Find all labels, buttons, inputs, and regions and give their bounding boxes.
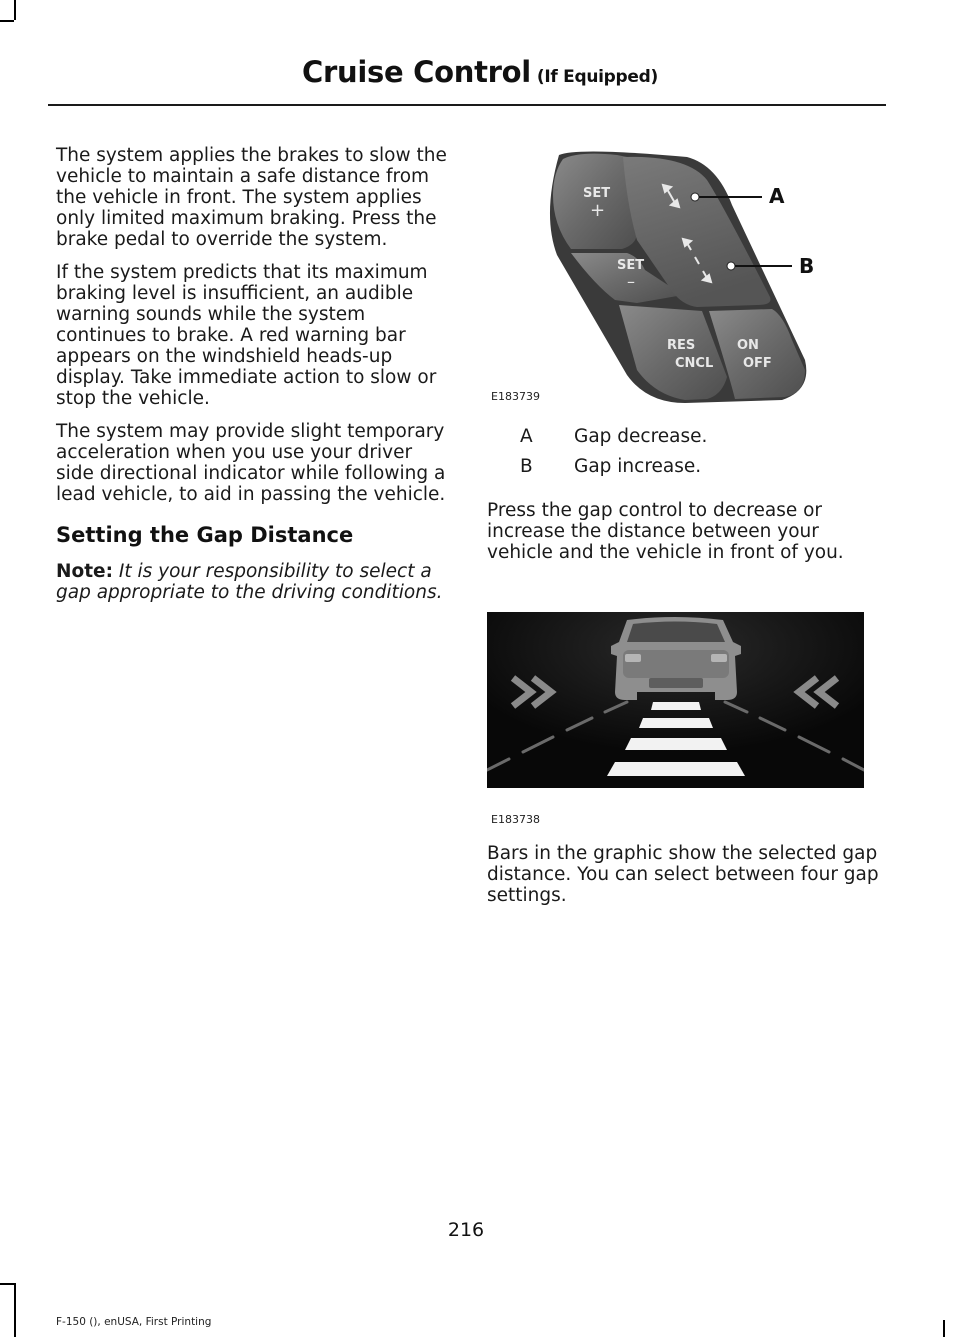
figure-legend xyxy=(520,426,880,486)
left-column xyxy=(56,145,448,615)
set-minus-symbol: – xyxy=(627,272,635,291)
page-number: 216 xyxy=(447,1219,485,1241)
gap-bar xyxy=(639,718,713,728)
crop-mark xyxy=(0,20,14,22)
set-minus-label: SET xyxy=(617,258,645,273)
gap-bar xyxy=(607,762,745,776)
figure-id: E183739 xyxy=(491,390,540,403)
page-title-subtitle: (If Equipped) xyxy=(536,67,658,87)
legend-key: B xyxy=(520,456,533,477)
crop-mark xyxy=(14,0,16,20)
paragraph: The system may provide slight temporary acceleration when you use your driver side directional indicator while following a lead vehicle, to aid in passing the vehicle. xyxy=(56,421,446,505)
note-label: Note: xyxy=(56,561,113,582)
legend-value: Gap increase. xyxy=(574,456,702,477)
figure-id: E183738 xyxy=(491,813,540,826)
legend-row xyxy=(520,426,880,447)
paragraph: Bars in the graphic show the selected gap distance. You can select between four gap settings. xyxy=(487,843,879,906)
legend-key: A xyxy=(520,426,533,447)
gap-display-figure xyxy=(487,612,864,788)
note-text: It is your responsibility to select a gap appropriate to the driving conditions. xyxy=(56,561,443,603)
on-label: ON xyxy=(737,338,759,353)
crop-mark xyxy=(0,1283,14,1285)
footer-info: F-150 (), enUSA, First Printing xyxy=(56,1316,212,1328)
callout-b-dot xyxy=(727,262,735,270)
paragraph: The system applies the brakes to slow the vehicle to maintain a safe distance from the vehicle in front. The system applies only limited maximum braking. Press the brake pedal to override the system. xyxy=(56,145,447,250)
paragraph: If the system predicts that its maximum braking level is insufficient, an audible warning sounds while the system continues to brake. A red warning bar appears on the windshield heads-up display. Take immediate action to slow or stop the vehicle. xyxy=(56,262,437,409)
section-heading: Setting the Gap Distance xyxy=(56,523,354,547)
page-title xyxy=(0,55,960,89)
cncl-label: CNCL xyxy=(675,356,714,371)
set-plus-symbol: + xyxy=(590,200,606,221)
res-label: RES xyxy=(667,338,696,353)
set-plus-label: SET xyxy=(583,186,611,201)
cruise-control-buttons-figure xyxy=(487,145,827,410)
callout-a-label: A xyxy=(769,184,785,208)
header-divider xyxy=(48,104,886,106)
off-label: OFF xyxy=(743,356,772,371)
gap-bar xyxy=(651,702,701,710)
callout-b-label: B xyxy=(799,254,815,278)
callout-a-dot xyxy=(691,193,699,201)
crop-mark xyxy=(14,1283,16,1337)
gap-bar xyxy=(625,738,727,750)
legend-row xyxy=(520,456,880,477)
paragraph: Press the gap control to decrease or increase the distance between your vehicle and the vehicle in front of you. xyxy=(487,500,844,563)
crop-mark xyxy=(943,1320,945,1337)
page-title-main: Cruise Control xyxy=(302,55,531,89)
note xyxy=(56,561,448,603)
legend-value: Gap decrease. xyxy=(574,426,708,447)
lead-vehicle-icon xyxy=(611,617,741,700)
